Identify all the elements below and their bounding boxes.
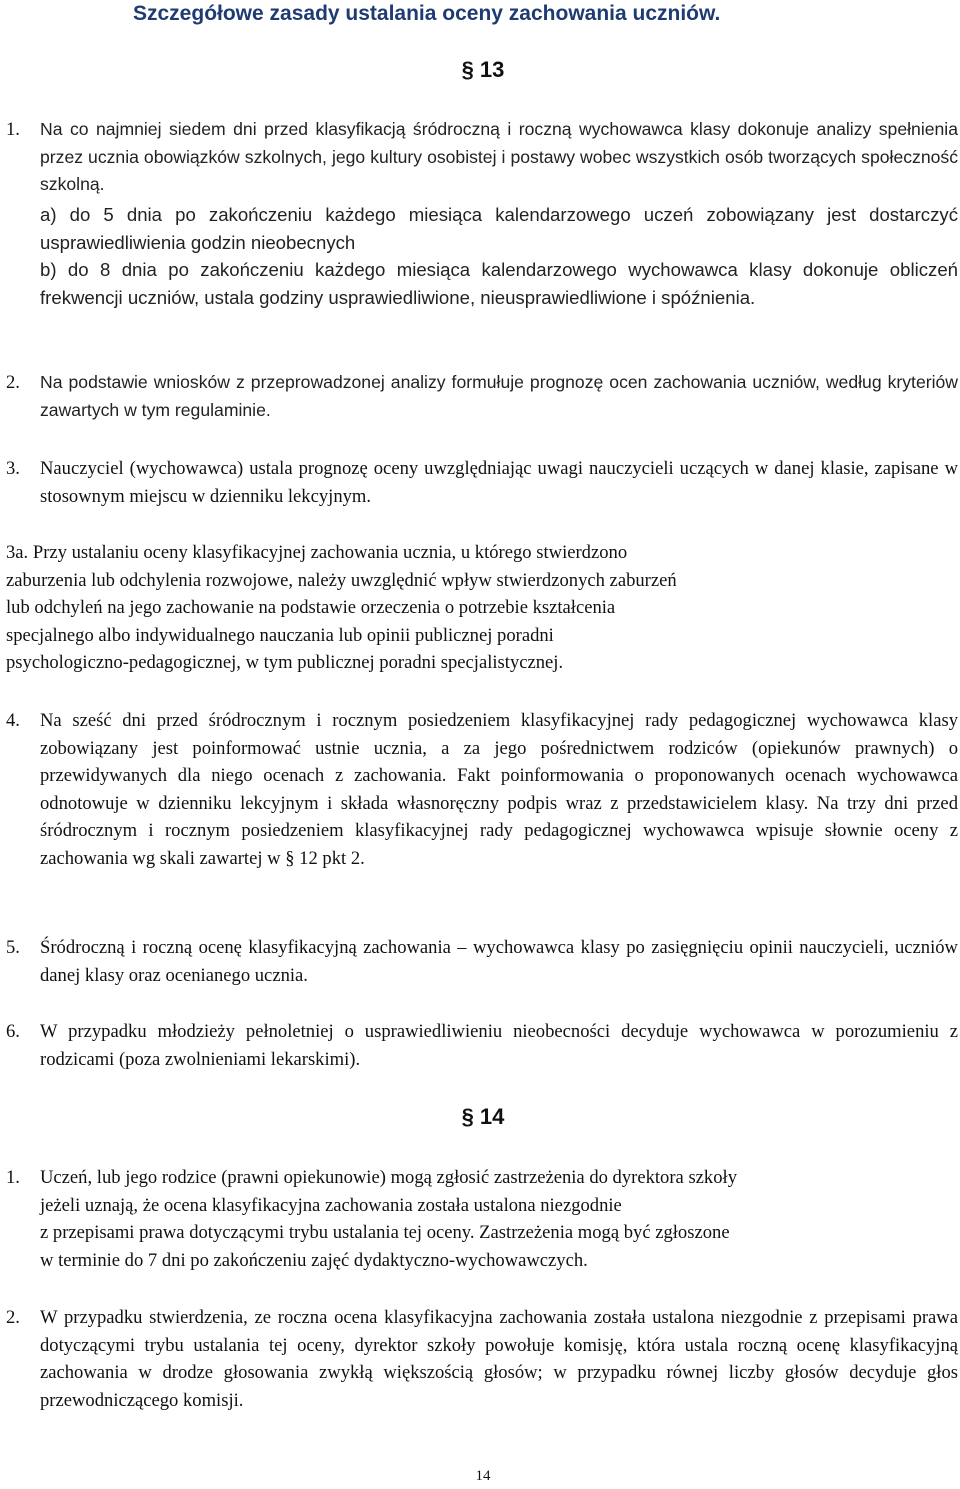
point-number: 5.	[6, 937, 20, 958]
point-1-text	[40, 1164, 958, 1274]
s13-point-5	[6, 934, 958, 989]
point-1-line: w terminie do 7 dni po zakończeniu zajęć dydaktyczno-wychowawczych.	[40, 1249, 588, 1271]
point-number: 1.	[6, 1167, 20, 1188]
point-1-line: z przepisami prawa dotyczącymi trybu ustalania tej oceny. Zastrzeżenia mogą być zgłoszone	[40, 1222, 730, 1243]
point-2-text: Na podstawie wniosków z przeprowadzonej analizy formułuje prognozę ocen zachowania uczniów, według kryteriów zawartych w tym regulaminie.	[40, 372, 958, 420]
point-number: 2.	[6, 372, 20, 393]
s13-point-6	[6, 1018, 958, 1073]
s14-point-2	[6, 1304, 958, 1414]
point-4-text: Na sześć dni przed śródrocznym i rocznym posiedzeniem klasyfikacyjnej rady pedagogicznej wychowawca klasy zobowiązany jest poinformować ustnie ucznia, a za jego pośrednictwem rodziców (opiekunów prawnych) o przewidywanych dla niego ocenach z zachowania. Fakt poinformowania o proponowanych ocenach wychowawca odnotowuje w dzienniku lekcyjnym i składa własnoręczny podpis wraz z przedstawicielem klasy. Na trzy dni przed śródrocznym i rocznym posiedzeniem klasyfikacyjnej rady pedagogicznej wychowawca wpisuje słownie oceny z zachowania wg skali zawartej w § 12 pkt 2.	[40, 710, 958, 869]
s13-point-1	[6, 116, 958, 199]
point-text	[40, 116, 958, 199]
s14-point-1	[6, 1164, 958, 1274]
s13-point-1b: b) do 8 dnia po zakończeniu każdego miesiąca kalendarzowego wychowawca klasy dokonuje obliczeń frekwencji uczniów, ustala godziny usprawiedliwione, nieusprawiedliwione i spóźnienia.	[40, 259, 958, 308]
point-number: 6.	[6, 1021, 20, 1042]
point-2-text: W przypadku stwierdzenia, ze roczna ocena klasyfikacyjna zachowania została ustalona niezgodnie z przepisami prawa dotyczącymi trybu ustalania tej oceny, dyrektor szkoły powołuje komisję, która ustala roczną ocenę klasyfikacyjną zachowania w drodze głosowania zwykłą większością głosów; w przypadku równej liczby głosów decyduje głos przewodniczącego komisji.	[40, 1307, 958, 1411]
s13-point-3	[6, 455, 958, 510]
section-heading-14: § 14	[461, 1104, 505, 1129]
point-1-line: Uczeń, lub jego rodzice (prawni opiekunowie) mogą zgłosić zastrzeżenia do dyrektora szkoły	[40, 1167, 737, 1188]
point-6-text: W przypadku młodzieży pełnoletniej o usprawiedliwieniu nieobecności decyduje wychowawca w porozumieniu z rodzicami (poza zwolnieniami lekarskimi).	[40, 1021, 958, 1070]
point-1-line: jeżeli uznają, że ocena klasyfikacyjna zachowania została ustalona niezgodnie	[40, 1194, 622, 1216]
point-3a-line: lub odchyleń na jego zachowanie na podstawie orzeczenia o potrzebie kształcenia	[6, 597, 616, 618]
point-number: 4.	[6, 710, 20, 731]
point-number: 3.	[6, 458, 20, 479]
point-3a-line: specjalnego albo indywidualnego nauczania lub opinii publicznej poradni	[6, 624, 554, 646]
s13-point-2	[6, 369, 958, 424]
document-title: Szczegółowe zasady ustalania oceny zachowania uczniów.	[133, 2, 721, 25]
page-number: 14	[475, 1468, 491, 1484]
point-3-text: Nauczyciel (wychowawca) ustala prognozę oceny uwzględniając uwagi nauczycieli uczących w danej klasie, zapisane w stosownym miejscu w dzienniku lekcyjnym.	[40, 458, 958, 507]
point-3a-line: zaburzenia lub odchylenia rozwojowe, należy uwzględnić wpływ stwierdzonych zaburzeń	[6, 569, 677, 591]
s13-point-3a	[6, 539, 958, 677]
s13-point-1a: a) do 5 dnia po zakończeniu każdego miesiąca kalendarzowego uczeń zobowiązany jest dostarczyć usprawiedliwienia godzin nieobecnych	[40, 204, 958, 253]
section-heading-13: § 13	[461, 57, 505, 82]
s13-point-4	[6, 707, 958, 872]
point-5-text: Śródroczną i roczną ocenę klasyfikacyjną zachowania – wychowawca klasy po zasięgnięciu opinii nauczycieli, uczniów danej klasy oraz ocenianego ucznia.	[40, 937, 958, 986]
point-1-text: Na co najmniej siedem dni przed klasyfikacją śródroczną i roczną wychowawca klasy dokonuje analizy spełnienia przez ucznia obowiązków szkolnych, jego kultury osobistej i postawy wobec wszystkich osób tworzących społeczność szkolną.	[40, 119, 958, 194]
point-number: 2.	[6, 1307, 20, 1328]
point-number: 1.	[6, 119, 20, 140]
point-3a-line: psychologiczno-pedagogicznej, w tym publicznej poradni specjalistycznej.	[6, 652, 564, 673]
point-3a-line: 3a. Przy ustalaniu oceny klasyfikacyjnej zachowania ucznia, u którego stwierdzono	[6, 542, 628, 563]
